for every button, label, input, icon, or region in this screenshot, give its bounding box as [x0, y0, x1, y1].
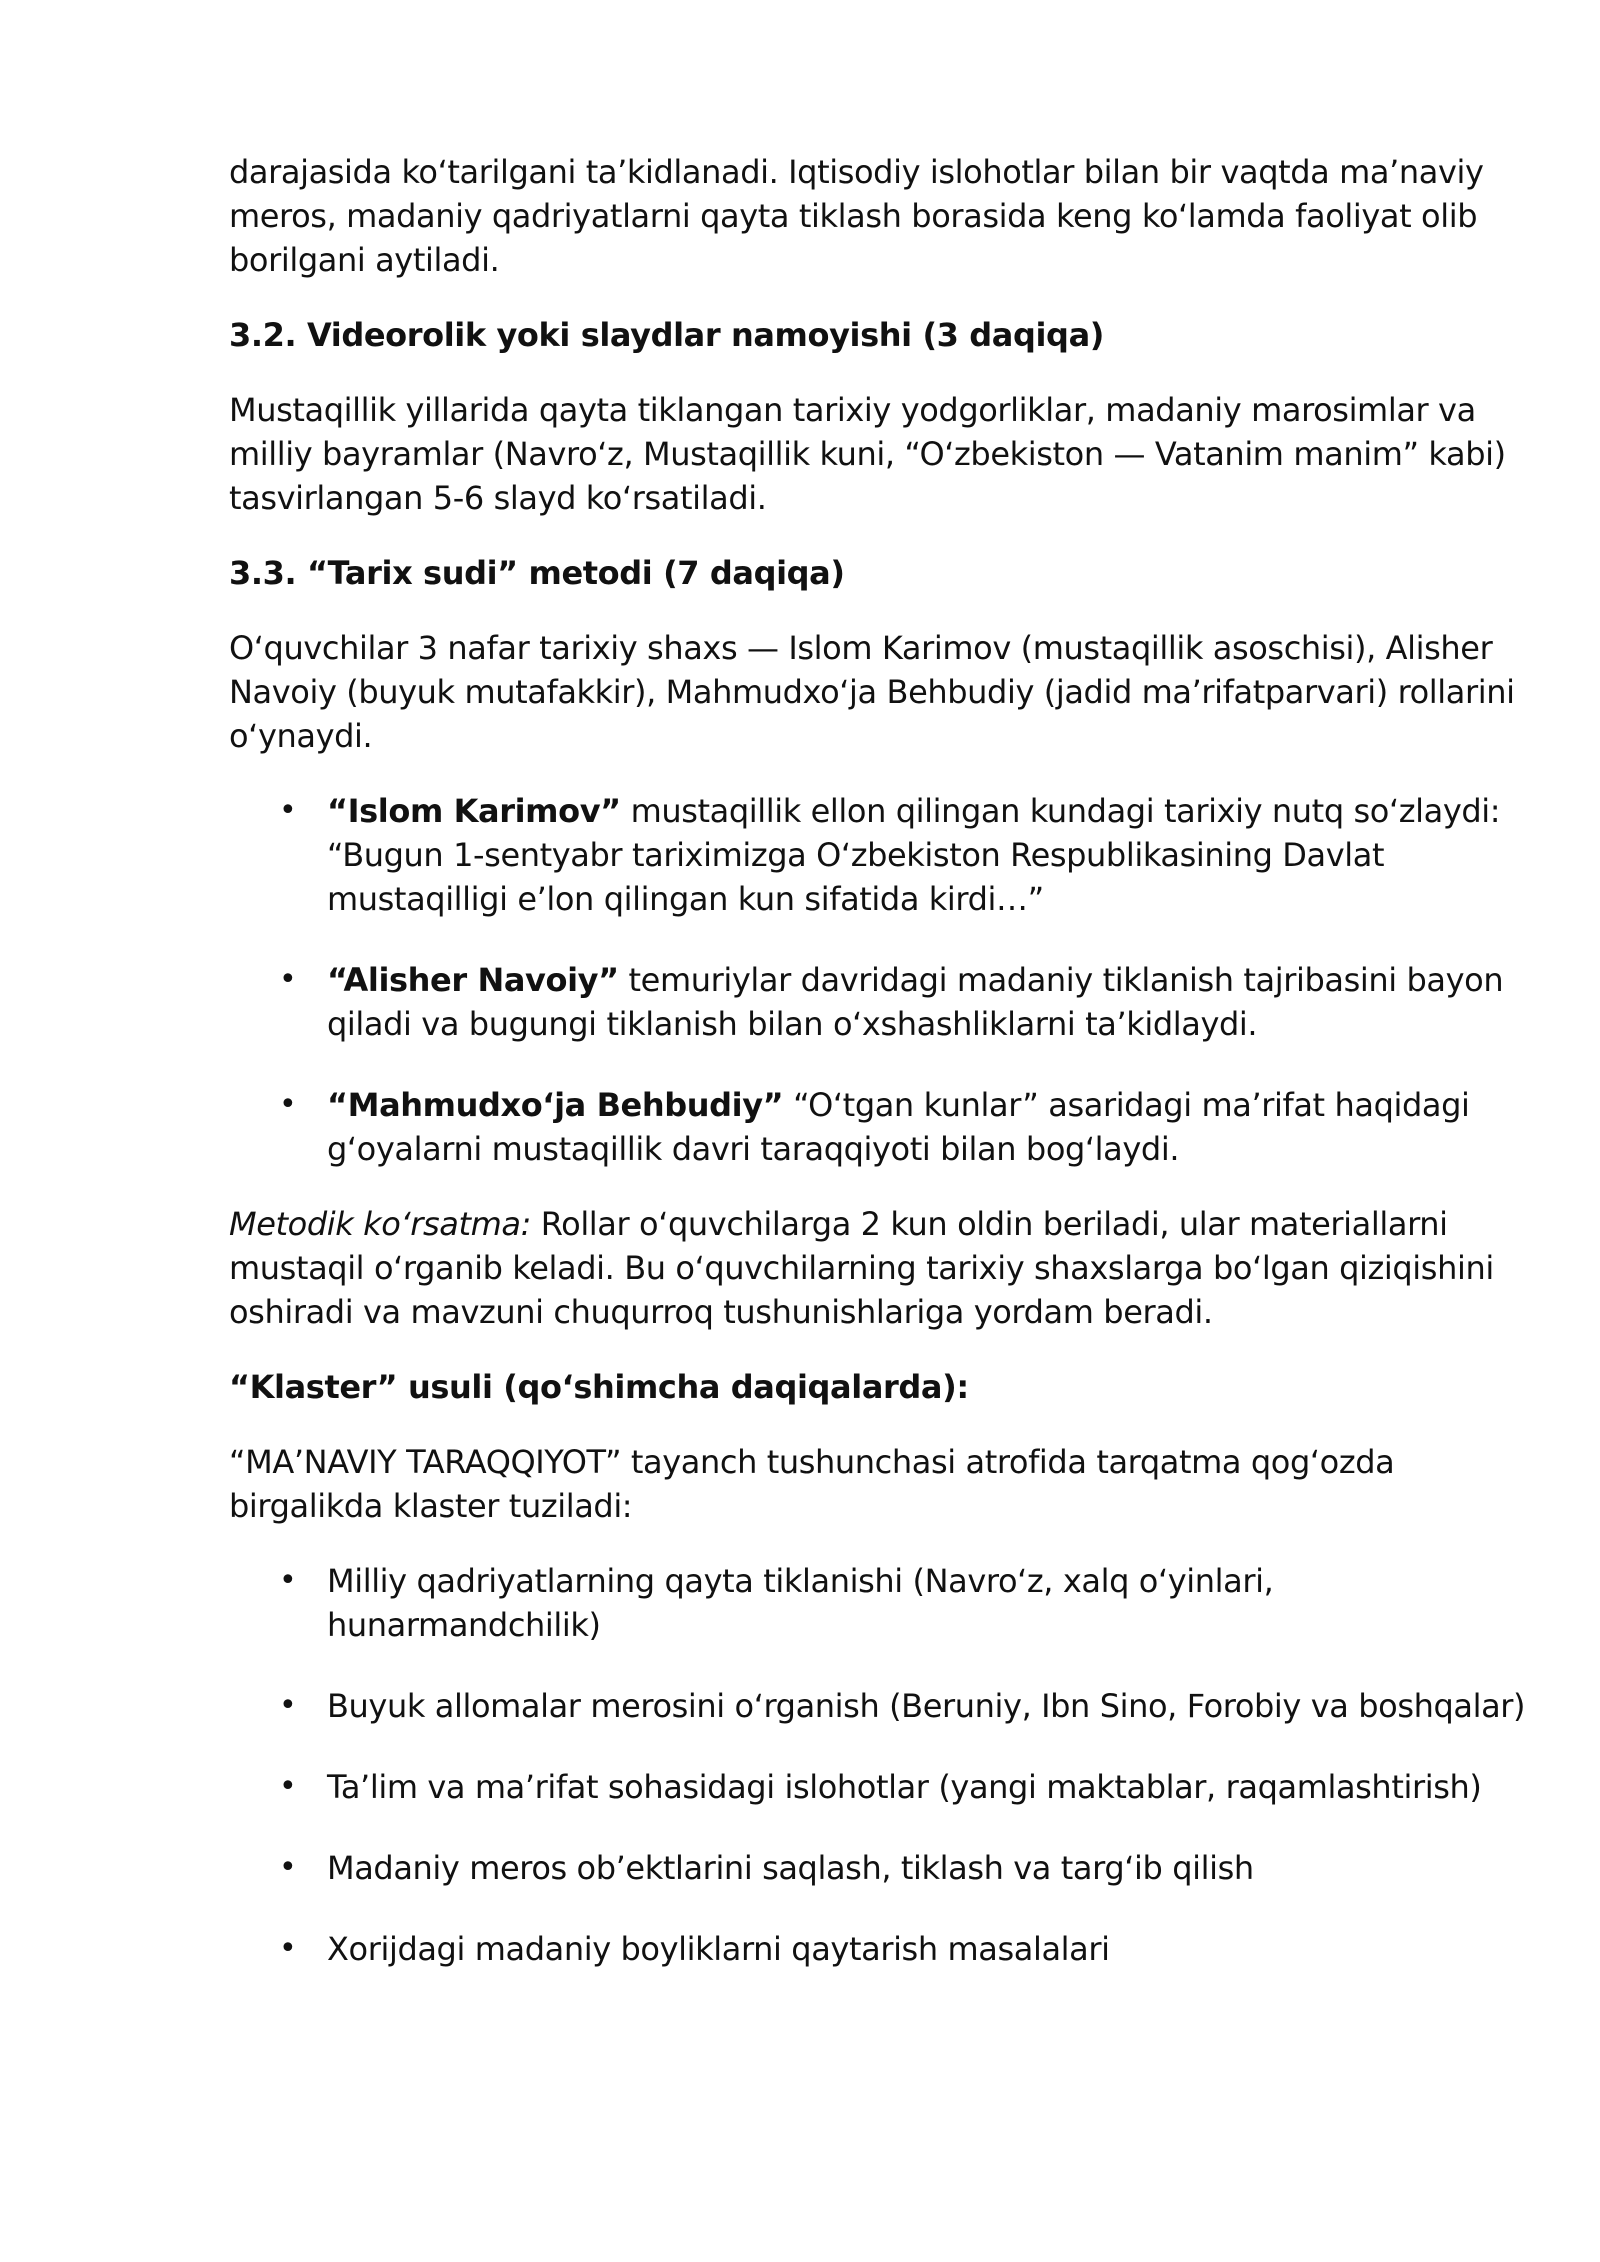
- cluster-item-text: Milliy qadriyatlarning qayta tiklanishi (Navro‘z, xalq o‘yinlari, hunarmandchilik): [327, 1562, 1274, 1644]
- bullet-icon: •: [279, 1087, 297, 1122]
- cluster-list: [229, 1559, 1529, 1971]
- list-item: [229, 1846, 1529, 1890]
- section-3-2-paragraph: Mustaqillik yillarida qayta tiklangan tarixiy yodgorliklar, madaniy marosimlar va milliy bayramlar (Navro‘z, Mustaqillik kuni, “O‘zbekiston — Vatanim manim” kabi) tasvirlangan 5-6 slayd ko‘rsatiladi.: [229, 391, 1506, 517]
- bullet-icon: •: [279, 1688, 297, 1723]
- cluster-item-text: Madaniy meros ob’ektlarini saqlash, tiklash va targ‘ib qilish: [327, 1849, 1254, 1887]
- document-page: [229, 150, 1529, 2002]
- section-3-3-paragraph: O‘quvchilar 3 nafar tarixiy shaxs — Islom Karimov (mustaqillik asoschisi), Alisher Navoiy (buyuk mutafakkir), Mahmudxo‘ja Behbudiy (jadid ma’rifatparvari) rollarini o‘ynaydi.: [229, 629, 1515, 755]
- list-item: [229, 1927, 1529, 1971]
- methodical-note-label: Metodik ko‘rsatma:: [229, 1205, 531, 1243]
- methodical-note-text: Rollar o‘quvchilarga 2 kun oldin beriladi, ular materiallarni mustaqil o‘rganib keladi. Bu o‘quvchilarning tarixiy shaxslarga bo‘lgan qiziqishini oshiradi va mavzuni chuqurroq tushunishlariga yordam beradi.: [229, 1205, 1494, 1331]
- intro-paragraph: darajasida ko‘tarilgani ta’kidlanadi. Iqtisodiy islohotlar bilan bir vaqtda ma’naviy meros, madaniy qadriyatlarni qayta tiklash borasida keng ko‘lamda faoliyat olib borilgani aytiladi.: [229, 153, 1484, 279]
- roles-list: [229, 789, 1529, 1171]
- bullet-icon: •: [279, 1850, 297, 1885]
- cluster-item-text: Buyuk allomalar merosini o‘rganish (Beruniy, Ibn Sino, Forobiy va boshqalar): [327, 1687, 1526, 1725]
- methodical-note: [229, 1202, 1529, 1334]
- cluster-paragraph: “MA’NAVIY TARAQQIYOT” tayanch tushunchasi atrofida tarqatma qog‘ozda birgalikda klaster tuziladi:: [229, 1443, 1395, 1525]
- bullet-icon: •: [279, 793, 297, 828]
- list-item-role-behbudiy: [229, 1083, 1529, 1171]
- bullet-icon: •: [279, 1931, 297, 1966]
- section-3-2-heading: 3.2. Videorolik yoki slaydlar namoyishi (3 daqiqa): [229, 316, 1104, 354]
- cluster-item-text: Ta’lim va ma’rifat sohasidagi islohotlar (yangi maktablar, raqamlashtirish): [327, 1768, 1482, 1806]
- bullet-icon: •: [279, 1563, 297, 1598]
- role-name: “Mahmudxo‘ja Behbudiy”: [327, 1086, 784, 1124]
- list-item-role-navoiy: [229, 958, 1529, 1046]
- list-item: [229, 1559, 1529, 1647]
- list-item: [229, 1765, 1529, 1809]
- section-3-3-heading: 3.3. “Tarix sudi” metodi (7 daqiqa): [229, 554, 845, 592]
- cluster-heading: “Klaster” usuli (qo‘shimcha daqiqalarda):: [229, 1368, 969, 1406]
- list-item: [229, 1684, 1529, 1728]
- role-name: “Alisher Navoiy”: [327, 961, 619, 999]
- role-text: “O‘tgan kunlar” asaridagi ma’rifat haqidagi g‘oyalarni mustaqillik davri taraqqiyoti bilan bog‘laydi.: [327, 1086, 1470, 1168]
- list-item-role-karimov: [229, 789, 1529, 921]
- role-text: temuriylar davridagi madaniy tiklanish tajribasini bayon qiladi va bugungi tiklanish bilan o‘xshashliklarni ta’kidlaydi.: [327, 961, 1504, 1043]
- cluster-item-text: Xorijdagi madaniy boyliklarni qaytarish masalalari: [327, 1930, 1110, 1968]
- role-text: mustaqillik ellon qilingan kundagi tarixiy nutq so‘zlaydi: “Bugun 1-sentyabr tariximizga O‘zbekiston Respublikasining Davlat mustaqilligi e’lon qilingan kun sifatida kirdi…”: [327, 792, 1501, 918]
- bullet-icon: •: [279, 1769, 297, 1804]
- bullet-icon: •: [279, 962, 297, 997]
- role-name: “Islom Karimov”: [327, 792, 621, 830]
